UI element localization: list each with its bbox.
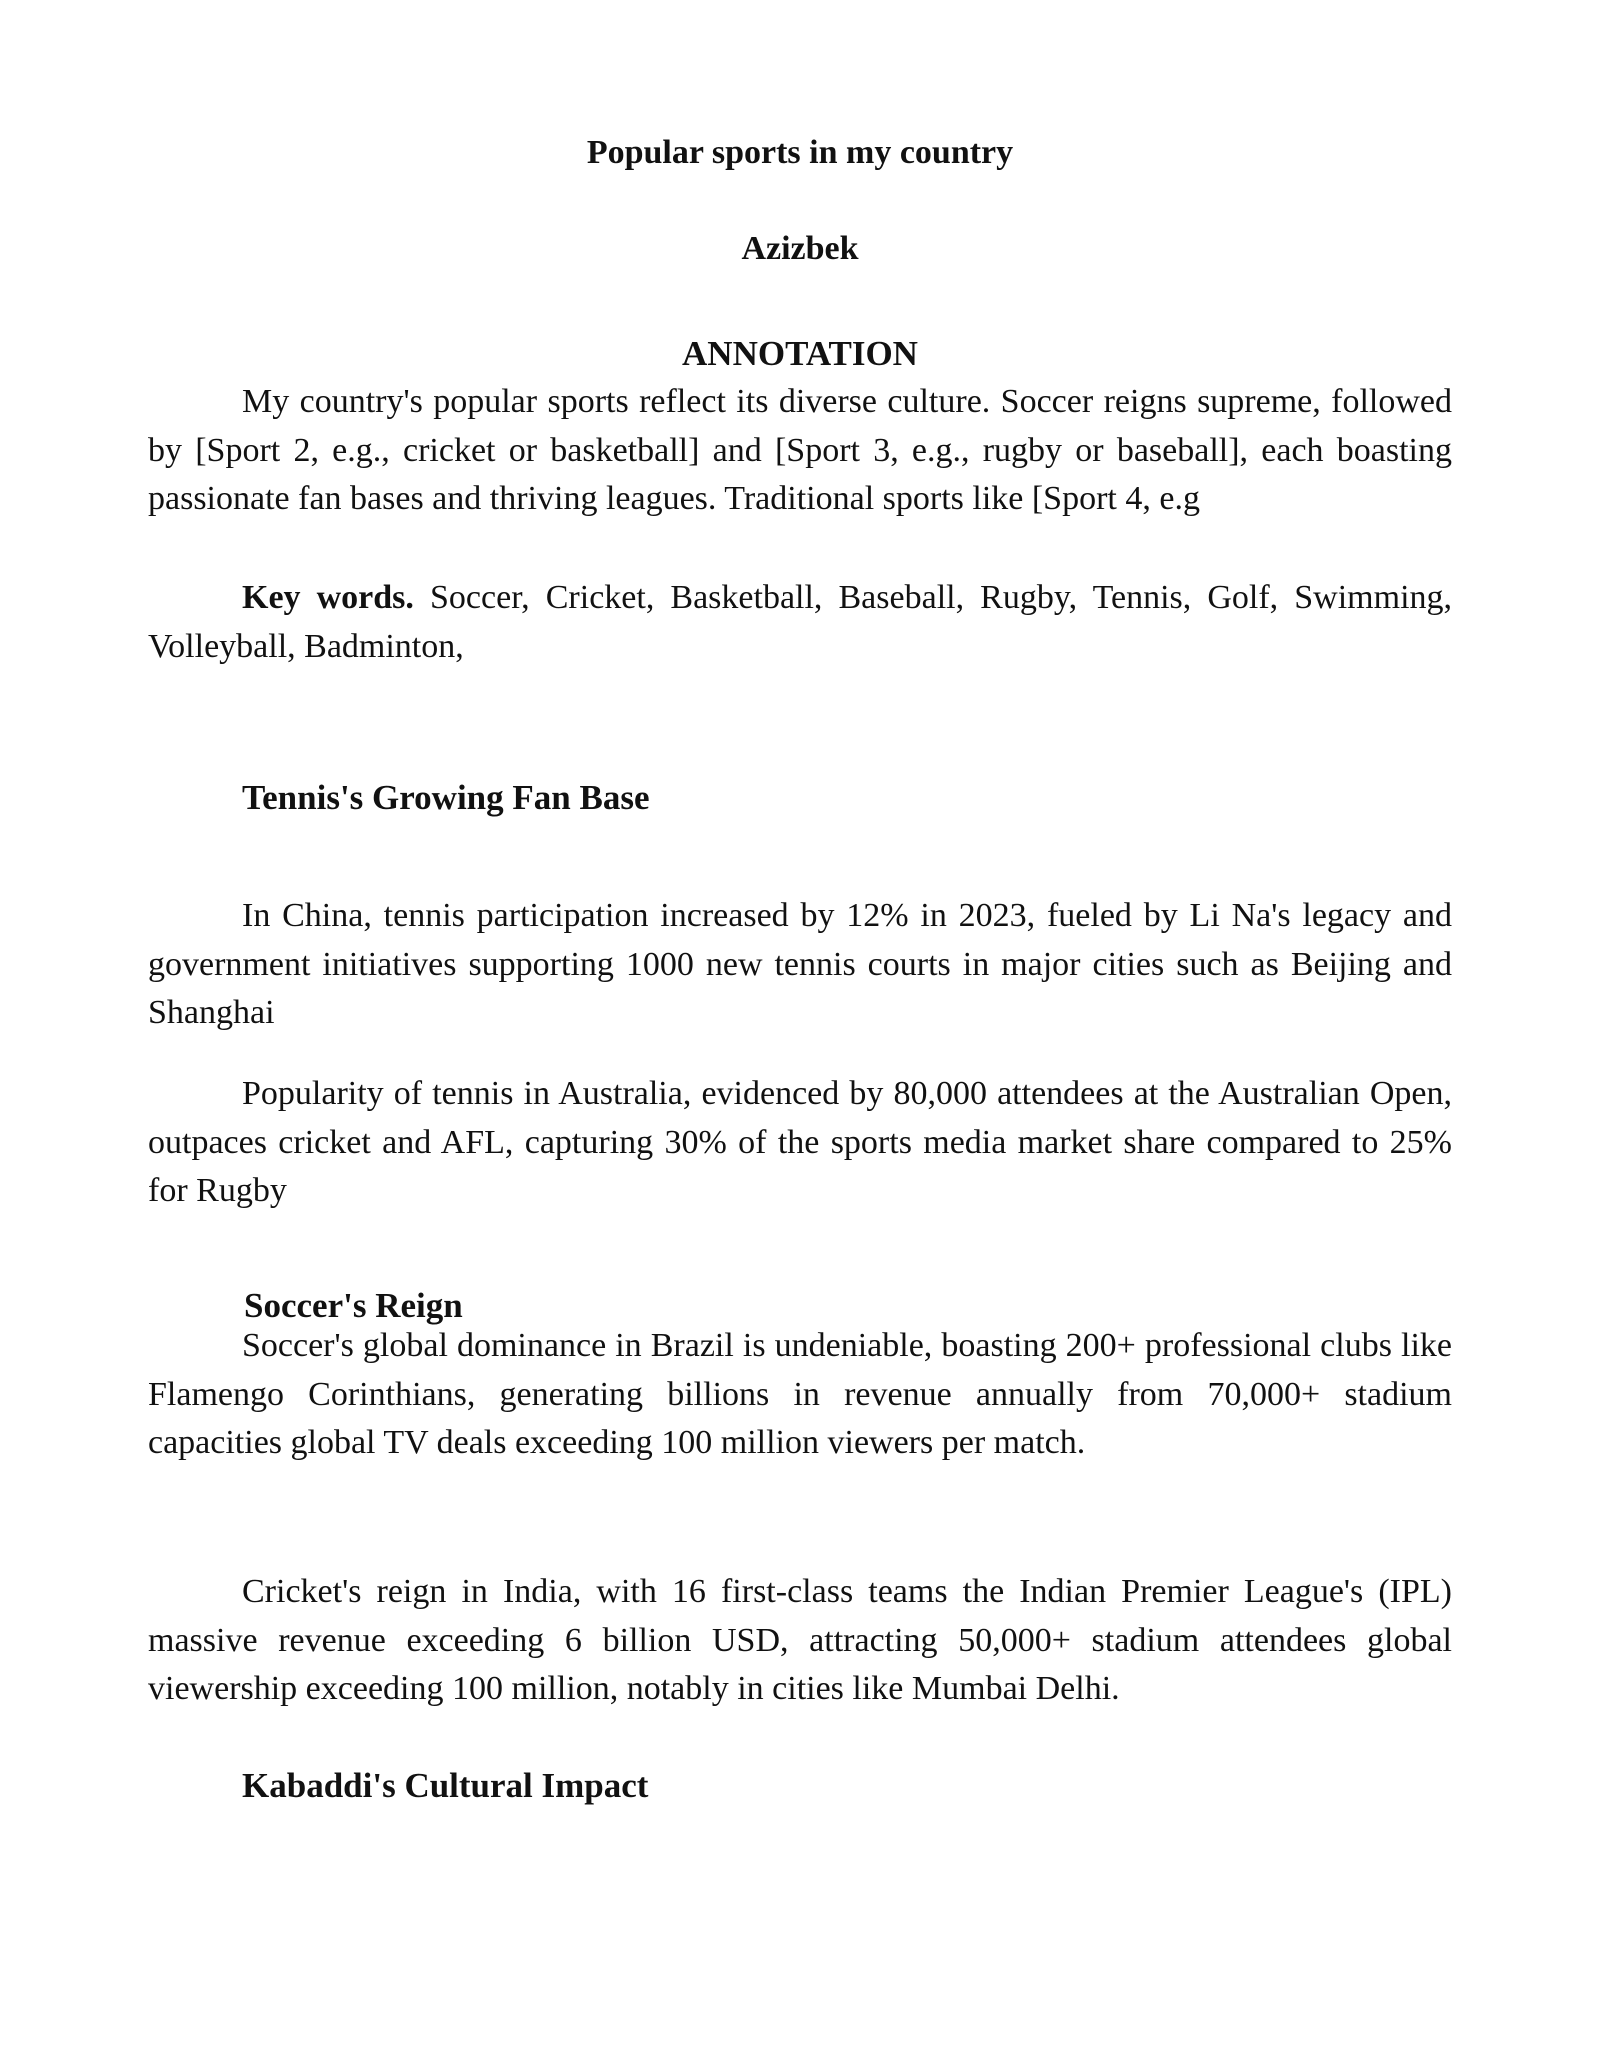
keywords-label: Key words. [242, 579, 414, 616]
keywords-paragraph [148, 574, 1452, 671]
cricket-paragraph-india: Cricket's reign in India, with 16 first-class teams the Indian Premier League's (IPL) massive revenue exceeding 6 billion USD, attracting 50,000+ stadium attendees global viewership exceeding 100 million, notably in cities like Mumbai Delhi. [148, 1573, 1452, 1707]
section-heading-soccer: Soccer's Reign [244, 1286, 463, 1325]
section-heading-tennis: Tennis's Growing Fan Base [242, 778, 650, 817]
section-heading-kabaddi: Kabaddi's Cultural Impact [242, 1766, 649, 1805]
document-title: Popular sports in my country [586, 134, 1014, 171]
tennis-paragraph-china: In China, tennis participation increased by 12% in 2023, fueled by Li Na's legacy and government initiatives supporting 1000 new tennis courts in major cities such as Beijing and Shanghai [148, 897, 1452, 1031]
tennis-paragraph-australia: Popularity of tennis in Australia, evidenced by 80,000 attendees at the Australian Open, outpaces cricket and AFL, capturing 30% of the sports media market share compared to 25% for Rugby [148, 1075, 1452, 1209]
author-name: Azizbek [741, 230, 859, 267]
keywords-text: Soccer, Cricket, Basketball, Baseball, Rugby, Tennis, Golf, Swimming, Volleyball, Badminton, [148, 579, 1453, 665]
annotation-text: My country's popular sports reflect its diverse culture. Soccer reigns supreme, followed by [Sport 2, e.g., cricket or basketball] and [Sport 3, e.g., rugby or baseball], each boasting passionate fan bases and thriving leagues. Traditional sports like [Sport 4, e.g [148, 383, 1452, 517]
soccer-paragraph-brazil: Soccer's global dominance in Brazil is undeniable, boasting 200+ professional clubs like Flamengo Corinthians, generating billions in revenue annually from 70,000+ stadium capacities global TV deals exceeding 100 million viewers per match. [148, 1327, 1452, 1461]
annotation-heading: ANNOTATION [682, 334, 918, 373]
